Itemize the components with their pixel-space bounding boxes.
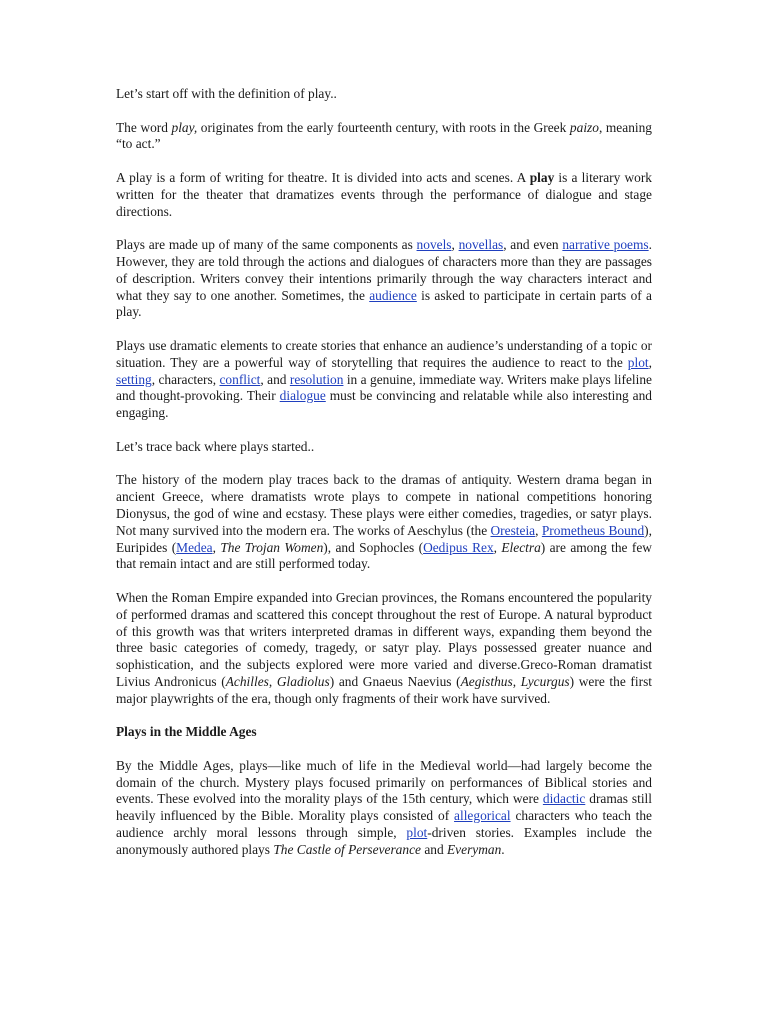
text: , and even	[503, 237, 563, 253]
text: is asked to participate in certain parts of a play.	[116, 287, 652, 320]
paragraph-components	[116, 237, 652, 321]
text: Let’s trace back where plays started..	[116, 438, 315, 454]
italic-text: play,	[171, 119, 198, 135]
link-prometheus-bound[interactable]: Prometheus Bound	[541, 522, 645, 538]
text: , and	[260, 371, 290, 387]
link-conflict[interactable]: conflict	[219, 371, 261, 387]
text: ,	[268, 673, 277, 689]
paragraph-history	[116, 472, 652, 573]
link-plot[interactable]: plot	[627, 354, 649, 370]
text: A play is a form of writing for theatre. It is divided into acts and scenes. A	[116, 169, 530, 185]
text: Plays are made up of many of the same components as	[116, 237, 417, 253]
link-narrative-poems[interactable]: narrative poems	[562, 237, 649, 253]
text: Plays use dramatic elements to create stories that enhance an audience’s understanding of a topic or situation. They are a powerful way of storytelling that requires the audience to react to the	[116, 337, 652, 370]
text: ) are among the few that remain intact and are still performed today.	[116, 539, 652, 572]
text: The word	[116, 119, 172, 135]
text: is a literary work written for the theater that dramatizes events through the performance of dialogue and stage directions.	[116, 169, 652, 219]
italic-text: Aegisthus	[460, 673, 513, 689]
text: originates from the early fourteenth century, with roots in the Greek	[197, 119, 570, 135]
italic-text: Electra	[501, 539, 541, 555]
text: ,	[451, 237, 459, 253]
text: By the Middle Ages, plays—like much of life in the Medieval world—had largely become the domain of the church. Mystery plays focused primarily on performances of Biblical stories and events. These evolved into the morality plays of the 15th century, which were	[116, 757, 652, 807]
text: ,	[512, 673, 521, 689]
text: ), and Sophocles (	[323, 539, 424, 555]
text: ) were the first major playwrights of the era, though only fragments of their work have survived.	[116, 673, 652, 706]
italic-text: paizo	[569, 119, 599, 135]
link-audience[interactable]: audience	[369, 287, 417, 303]
text: ,	[648, 354, 652, 370]
text: When the Roman Empire expanded into Grecian provinces, the Romans encountered the popularity of performed dramas and scattered this concept throughout the rest of Europe. A natural byproduct of this growth was that writers interpreted dramas in different ways, expanding them beyond the three basic categories of comedy, tragedy, or satyr play. Plays possessed greater nuance and sophistication, and the subjects explored were more varied and diverse.Greco-Roman dramatist Livius Andronicus (	[116, 589, 652, 689]
link-medea[interactable]: Medea	[176, 539, 213, 555]
link-allegorical[interactable]: allegorical	[454, 808, 511, 824]
text: , meaning “to act.”	[116, 119, 652, 152]
link-plot-2[interactable]: plot	[406, 825, 428, 841]
italic-text: Gladiolus	[276, 673, 330, 689]
italic-text: The Castle of Perseverance	[273, 841, 421, 857]
link-setting[interactable]: setting	[116, 371, 152, 387]
italic-text: Achilles	[225, 673, 269, 689]
paragraph-trace-back	[116, 439, 652, 456]
paragraph-roman-empire	[116, 590, 652, 708]
link-novels[interactable]: novels	[416, 237, 452, 253]
paragraph-dramatic-elements	[116, 338, 652, 422]
link-oresteia[interactable]: Oresteia	[490, 522, 536, 538]
text: , characters,	[151, 371, 220, 387]
text: characters who teach the audience archly moral lessons through simple,	[116, 808, 652, 841]
italic-text: Everyman	[447, 841, 502, 857]
bold-text: play	[529, 169, 555, 185]
text: . However, they are told through the actions and dialogues of characters more than they are passages of description. Writers convey their intentions primarily through the way characters interact and what they say to one another. Sometimes, the	[116, 237, 652, 303]
text: must be convincing and relatable while also interesting and engaging.	[116, 388, 652, 421]
paragraph-word-origin	[116, 120, 652, 154]
text: ,	[535, 522, 542, 538]
document-page	[116, 86, 652, 875]
link-resolution[interactable]: resolution	[289, 371, 344, 387]
text: ), Euripides (	[116, 522, 652, 555]
text: ) and Gnaeus Naevius (	[329, 673, 461, 689]
italic-text: Lycurgus	[520, 673, 570, 689]
link-didactic[interactable]: didactic	[542, 791, 586, 807]
paragraph-middle-ages	[116, 758, 652, 859]
link-oedipus-rex[interactable]: Oedipus Rex	[423, 539, 494, 555]
paragraph-intro	[116, 86, 652, 103]
section-heading: Plays in the Middle Ages	[116, 724, 257, 740]
text: in a genuine, immediate way. Writers make plays lifeline and thought-provoking. Their	[116, 371, 652, 404]
link-novellas[interactable]: novellas	[458, 237, 504, 253]
italic-text: The Trojan Women	[220, 539, 324, 555]
text: The history of the modern play traces back to the dramas of antiquity. Western drama began in ancient Greece, where dramatists wrote plays to compete in national competitions honoring Dionysus, the god of wine and ecstasy. These plays were either comedies, tragedies, or satyr plays. Not many survived into the modern era. The works of Aeschylus (the	[116, 472, 652, 538]
text: ,	[212, 539, 221, 555]
link-dialogue[interactable]: dialogue	[279, 388, 326, 404]
paragraph-play-definition	[116, 170, 652, 220]
text: -driven stories. Examples include the anonymously authored plays	[116, 825, 652, 857]
text: Let’s start off with the definition of play..	[116, 86, 337, 101]
text: dramas still heavily influenced by the Bible. Morality plays consisted of	[116, 791, 652, 824]
text: ,	[493, 539, 502, 555]
text: and	[420, 841, 447, 857]
text: .	[501, 841, 505, 857]
